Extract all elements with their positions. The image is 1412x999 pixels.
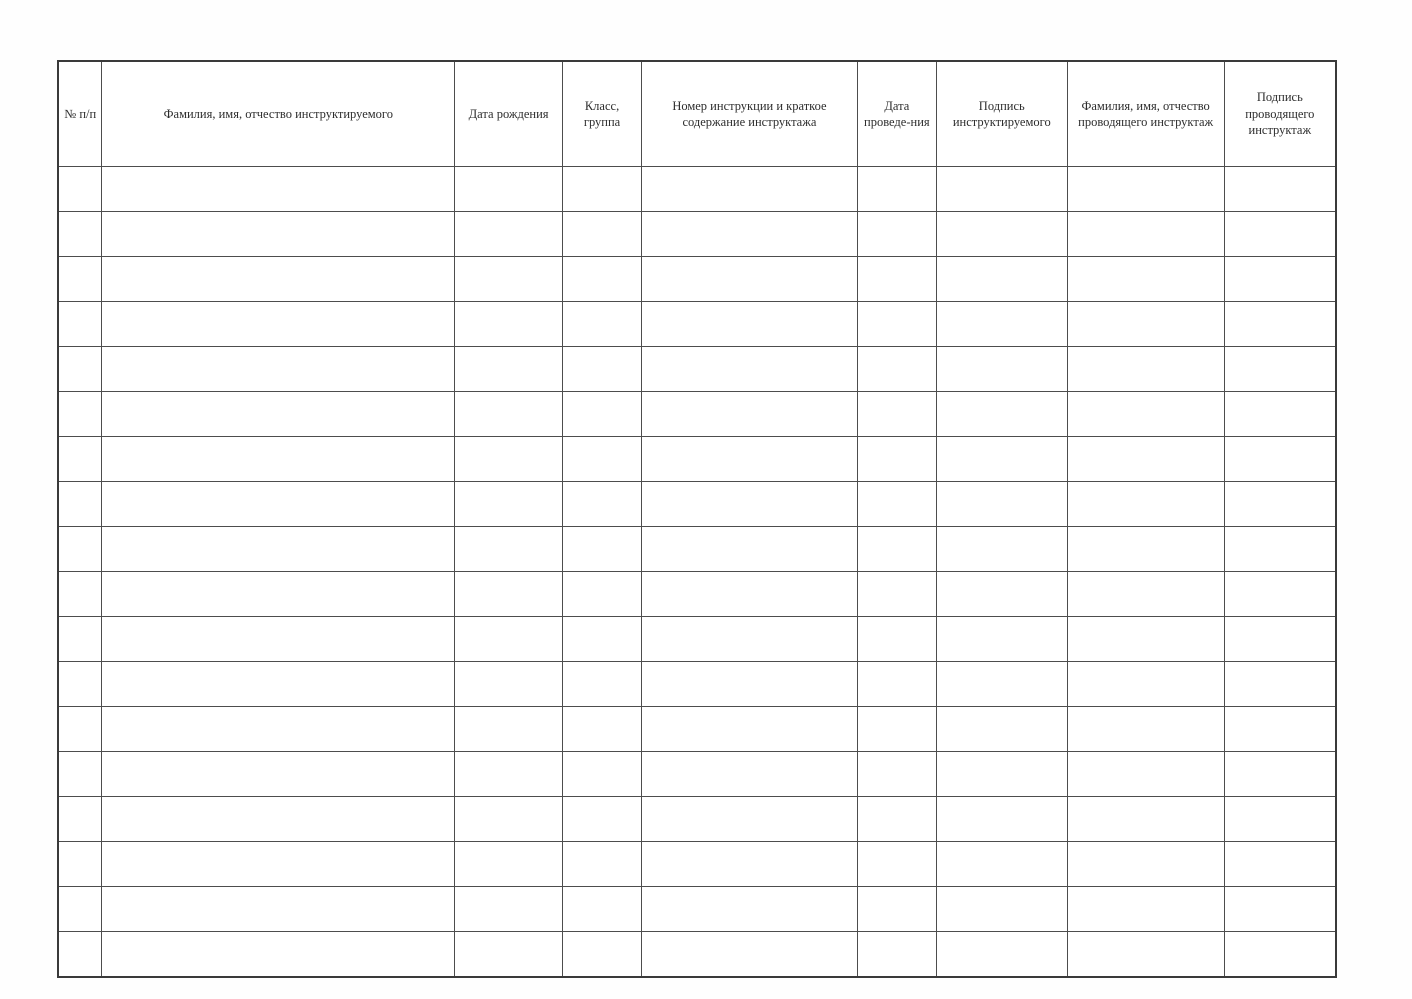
empty-cell — [563, 392, 642, 437]
empty-cell — [857, 887, 936, 932]
column-header-birth-date: Дата рождения — [455, 61, 563, 167]
empty-cell — [563, 752, 642, 797]
empty-cell — [58, 302, 102, 347]
empty-cell — [102, 572, 455, 617]
empty-cell — [936, 302, 1067, 347]
empty-cell — [642, 392, 858, 437]
empty-cell — [58, 752, 102, 797]
empty-cell — [102, 302, 455, 347]
empty-cell — [102, 347, 455, 392]
empty-cell — [455, 482, 563, 527]
empty-cell — [455, 527, 563, 572]
table-row — [58, 707, 1336, 752]
empty-cell — [58, 347, 102, 392]
empty-cell — [1224, 752, 1336, 797]
empty-cell — [936, 932, 1067, 978]
empty-cell — [1067, 527, 1224, 572]
empty-cell — [455, 662, 563, 707]
empty-cell — [642, 797, 858, 842]
empty-cell — [102, 617, 455, 662]
table-row — [58, 617, 1336, 662]
empty-cell — [102, 662, 455, 707]
empty-cell — [455, 167, 563, 212]
empty-cell — [936, 887, 1067, 932]
empty-cell — [936, 752, 1067, 797]
empty-cell — [936, 167, 1067, 212]
empty-cell — [1224, 392, 1336, 437]
empty-cell — [58, 797, 102, 842]
empty-cell — [563, 482, 642, 527]
empty-cell — [1067, 887, 1224, 932]
empty-cell — [936, 437, 1067, 482]
empty-cell — [1067, 752, 1224, 797]
table-row — [58, 887, 1336, 932]
empty-cell — [936, 257, 1067, 302]
empty-cell — [58, 437, 102, 482]
empty-cell — [102, 437, 455, 482]
empty-cell — [563, 797, 642, 842]
empty-cell — [563, 437, 642, 482]
empty-cell — [563, 527, 642, 572]
empty-cell — [455, 302, 563, 347]
table-row — [58, 527, 1336, 572]
empty-cell — [102, 482, 455, 527]
table-row — [58, 932, 1336, 978]
empty-cell — [1067, 842, 1224, 887]
empty-cell — [58, 527, 102, 572]
empty-cell — [1067, 167, 1224, 212]
empty-cell — [1224, 212, 1336, 257]
empty-cell — [455, 257, 563, 302]
empty-cell — [642, 302, 858, 347]
table-body — [58, 167, 1336, 978]
empty-cell — [642, 752, 858, 797]
empty-cell — [58, 932, 102, 978]
empty-cell — [642, 482, 858, 527]
column-header-number: № п/п — [58, 61, 102, 167]
empty-cell — [642, 257, 858, 302]
empty-cell — [455, 392, 563, 437]
empty-cell — [1224, 302, 1336, 347]
table-row — [58, 752, 1336, 797]
column-header-trainee-signature: Подпись инструктируемого — [936, 61, 1067, 167]
empty-cell — [642, 617, 858, 662]
empty-cell — [936, 707, 1067, 752]
empty-cell — [102, 392, 455, 437]
empty-cell — [936, 212, 1067, 257]
empty-cell — [857, 437, 936, 482]
empty-cell — [857, 842, 936, 887]
empty-cell — [857, 482, 936, 527]
table-row — [58, 212, 1336, 257]
empty-cell — [563, 662, 642, 707]
empty-cell — [857, 572, 936, 617]
empty-cell — [563, 932, 642, 978]
empty-cell — [642, 347, 858, 392]
empty-cell — [563, 842, 642, 887]
empty-cell — [102, 932, 455, 978]
empty-cell — [563, 617, 642, 662]
empty-cell — [642, 887, 858, 932]
empty-cell — [563, 572, 642, 617]
empty-cell — [102, 527, 455, 572]
empty-cell — [1224, 437, 1336, 482]
empty-cell — [936, 842, 1067, 887]
empty-cell — [1224, 842, 1336, 887]
table-row — [58, 437, 1336, 482]
empty-cell — [642, 437, 858, 482]
empty-cell — [936, 527, 1067, 572]
empty-cell — [642, 167, 858, 212]
empty-cell — [857, 257, 936, 302]
empty-cell — [642, 212, 858, 257]
empty-cell — [455, 572, 563, 617]
header-row — [58, 61, 1336, 167]
empty-cell — [1224, 257, 1336, 302]
empty-cell — [455, 437, 563, 482]
empty-cell — [1224, 482, 1336, 527]
empty-cell — [857, 527, 936, 572]
empty-cell — [563, 302, 642, 347]
empty-cell — [936, 572, 1067, 617]
empty-cell — [102, 842, 455, 887]
empty-cell — [936, 482, 1067, 527]
empty-cell — [58, 662, 102, 707]
empty-cell — [1067, 347, 1224, 392]
empty-cell — [1224, 572, 1336, 617]
empty-cell — [936, 617, 1067, 662]
empty-cell — [58, 707, 102, 752]
empty-cell — [1224, 797, 1336, 842]
table-row — [58, 257, 1336, 302]
empty-cell — [455, 797, 563, 842]
empty-cell — [563, 347, 642, 392]
empty-cell — [455, 212, 563, 257]
empty-cell — [563, 887, 642, 932]
empty-cell — [455, 842, 563, 887]
empty-cell — [102, 257, 455, 302]
empty-cell — [58, 167, 102, 212]
empty-cell — [58, 617, 102, 662]
instruction-log-table — [57, 60, 1337, 978]
empty-cell — [102, 752, 455, 797]
empty-cell — [857, 212, 936, 257]
empty-cell — [1067, 662, 1224, 707]
empty-cell — [1067, 212, 1224, 257]
column-header-trainee-name: Фамилия, имя, отчество инструктируемого — [102, 61, 455, 167]
empty-cell — [1224, 932, 1336, 978]
empty-cell — [1224, 662, 1336, 707]
empty-cell — [58, 257, 102, 302]
column-header-class-group: Класс, группа — [563, 61, 642, 167]
empty-cell — [642, 527, 858, 572]
empty-cell — [455, 347, 563, 392]
empty-cell — [642, 572, 858, 617]
empty-cell — [936, 347, 1067, 392]
empty-cell — [936, 797, 1067, 842]
column-header-instruction-summary: Номер инструкции и краткое содержание инструктажа — [642, 61, 858, 167]
empty-cell — [1067, 932, 1224, 978]
empty-cell — [1067, 617, 1224, 662]
column-header-instructor-name: Фамилия, имя, отчество проводящего инструктаж — [1067, 61, 1224, 167]
table-row — [58, 842, 1336, 887]
empty-cell — [857, 167, 936, 212]
empty-cell — [102, 887, 455, 932]
empty-cell — [1224, 167, 1336, 212]
empty-cell — [936, 662, 1067, 707]
empty-cell — [1067, 707, 1224, 752]
empty-cell — [642, 662, 858, 707]
table-row — [58, 302, 1336, 347]
empty-cell — [455, 887, 563, 932]
empty-cell — [58, 887, 102, 932]
empty-cell — [857, 617, 936, 662]
empty-cell — [563, 707, 642, 752]
empty-cell — [857, 302, 936, 347]
empty-cell — [58, 482, 102, 527]
empty-cell — [563, 167, 642, 212]
empty-cell — [642, 932, 858, 978]
empty-cell — [1224, 707, 1336, 752]
empty-cell — [58, 572, 102, 617]
empty-cell — [642, 842, 858, 887]
table-row — [58, 797, 1336, 842]
empty-cell — [102, 797, 455, 842]
table-row — [58, 167, 1336, 212]
empty-cell — [857, 752, 936, 797]
empty-cell — [857, 392, 936, 437]
column-header-date-conducted: Дата проведе-ния — [857, 61, 936, 167]
empty-cell — [1067, 482, 1224, 527]
empty-cell — [455, 707, 563, 752]
empty-cell — [936, 392, 1067, 437]
empty-cell — [857, 662, 936, 707]
empty-cell — [857, 347, 936, 392]
empty-cell — [455, 617, 563, 662]
column-header-instructor-signature: Подпись проводящего инструктаж — [1224, 61, 1336, 167]
empty-cell — [857, 932, 936, 978]
table-row — [58, 347, 1336, 392]
empty-cell — [102, 212, 455, 257]
empty-cell — [58, 842, 102, 887]
empty-cell — [58, 392, 102, 437]
empty-cell — [857, 707, 936, 752]
empty-cell — [1067, 257, 1224, 302]
empty-cell — [1224, 887, 1336, 932]
empty-cell — [1067, 572, 1224, 617]
empty-cell — [1067, 437, 1224, 482]
empty-cell — [642, 707, 858, 752]
empty-cell — [1224, 617, 1336, 662]
empty-cell — [58, 212, 102, 257]
table-row — [58, 662, 1336, 707]
empty-cell — [1224, 527, 1336, 572]
table-row — [58, 572, 1336, 617]
table-row — [58, 392, 1336, 437]
table-row — [58, 482, 1336, 527]
empty-cell — [563, 257, 642, 302]
empty-cell — [102, 707, 455, 752]
empty-cell — [563, 212, 642, 257]
empty-cell — [1224, 347, 1336, 392]
empty-cell — [857, 797, 936, 842]
empty-cell — [455, 752, 563, 797]
empty-cell — [1067, 797, 1224, 842]
empty-cell — [1067, 302, 1224, 347]
empty-cell — [102, 167, 455, 212]
empty-cell — [1067, 392, 1224, 437]
empty-cell — [455, 932, 563, 978]
